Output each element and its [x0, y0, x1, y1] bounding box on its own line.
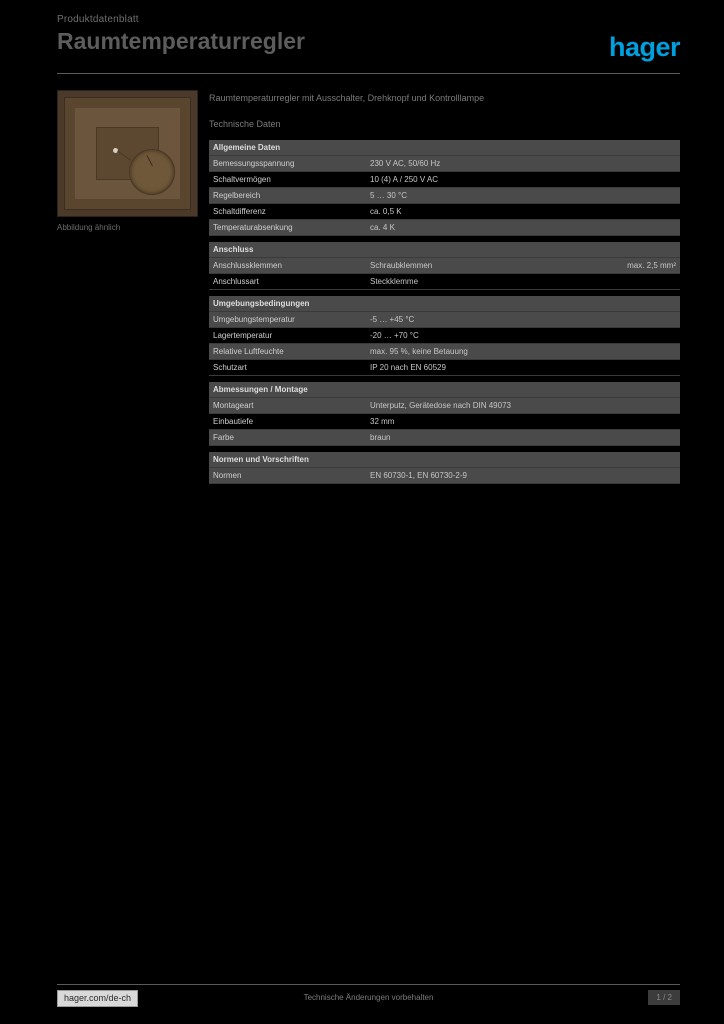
table-group-header	[209, 140, 680, 156]
product-image	[57, 90, 198, 217]
table-row	[209, 204, 680, 220]
table-cell-value: 5 … 30 °C	[366, 188, 523, 204]
knob-pointer-icon	[146, 156, 153, 167]
product-description: Raumtemperaturregler mit Ausschalter, Drehknopf und Kontrolllampe	[209, 93, 485, 103]
table-row	[209, 274, 680, 290]
table-cell-key: Anschlussklemmen	[209, 258, 366, 274]
table-cell-value: braun	[366, 430, 523, 446]
scale-marking	[117, 150, 131, 160]
table-cell-value-secondary	[523, 156, 680, 172]
table-row	[209, 430, 680, 446]
table-cell-value-secondary	[523, 468, 680, 484]
table-row	[209, 328, 680, 344]
table-cell-value-secondary	[523, 328, 680, 344]
header-divider	[57, 73, 680, 74]
table-row	[209, 414, 680, 430]
table-cell-key: Lagertemperatur	[209, 328, 366, 344]
table-cell-key: Anschlussart	[209, 274, 366, 290]
table-cell-key: Umgebungstemperatur	[209, 312, 366, 328]
table-cell-value: -20 … +70 °C	[366, 328, 523, 344]
table-row	[209, 360, 680, 376]
table-cell-value: max. 95 %, keine Betauung	[366, 344, 523, 360]
product-caption: Abbildung ähnlich	[57, 223, 121, 232]
table-cell-value-secondary	[523, 344, 680, 360]
table-cell-key: Regelbereich	[209, 188, 366, 204]
table-row	[209, 344, 680, 360]
footer-url-link[interactable]: hager.com/de-ch	[57, 990, 138, 1007]
table-cell-value-secondary	[523, 430, 680, 446]
table-row	[209, 220, 680, 236]
document-content	[209, 92, 680, 484]
table-cell-key: Montageart	[209, 398, 366, 414]
table-cell-value-secondary	[523, 204, 680, 220]
frame-outer	[64, 97, 191, 210]
table-row	[209, 312, 680, 328]
table-cell-value: ca. 0,5 K	[366, 204, 523, 220]
document-footer	[57, 990, 680, 1010]
table-cell-key: Schaltvermögen	[209, 172, 366, 188]
table-cell-value: IP 20 nach EN 60529	[366, 360, 523, 376]
frame-bevel	[75, 108, 180, 199]
table-cell-key: Bemessungsspannung	[209, 156, 366, 172]
frame-inner	[96, 127, 159, 180]
table-group-header-label: Umgebungsbedingungen	[209, 296, 680, 312]
table-cell-key: Einbautiefe	[209, 414, 366, 430]
table-row	[209, 156, 680, 172]
table-cell-value-secondary	[523, 398, 680, 414]
footer-divider	[57, 984, 680, 985]
rotary-knob	[129, 149, 175, 195]
hager-logo: hager	[608, 32, 680, 62]
table-cell-value-secondary	[523, 188, 680, 204]
table-cell-key: Farbe	[209, 430, 366, 446]
table-cell-value: Schraubklemmen	[366, 258, 523, 274]
table-cell-value-secondary: max. 2,5 mm²	[523, 258, 680, 274]
table-cell-key: Temperaturabsenkung	[209, 220, 366, 236]
footer-note: Technische Änderungen vorbehalten	[303, 993, 434, 1002]
table-cell-value: 230 V AC, 50/60 Hz	[366, 156, 523, 172]
table-cell-value-secondary	[523, 220, 680, 236]
product-figure	[57, 90, 198, 233]
table-cell-value: -5 … +45 °C	[366, 312, 523, 328]
table-cell-key: Normen	[209, 468, 366, 484]
table-cell-value: 10 (4) A / 250 V AC	[366, 172, 523, 188]
table-row	[209, 258, 680, 274]
table-row	[209, 398, 680, 414]
table-cell-value-secondary	[523, 312, 680, 328]
table-row	[209, 188, 680, 204]
table-cell-value: Unterputz, Gerätedose nach DIN 49073	[366, 398, 523, 414]
table-group-header-label: Abmessungen / Montage	[209, 382, 680, 398]
table-cell-value-secondary	[523, 274, 680, 290]
page-title: Raumtemperaturregler	[57, 28, 305, 54]
table-cell-value-secondary	[523, 414, 680, 430]
table-cell-value: 32 mm	[366, 414, 523, 430]
table-group-header-label: Normen und Vorschriften	[209, 452, 680, 468]
table-cell-key: Schaltdifferenz	[209, 204, 366, 220]
table-group-header	[209, 242, 680, 258]
table-cell-value: Steckklemme	[366, 274, 523, 290]
table-group-header	[209, 382, 680, 398]
footer-page-number: 1 / 2	[648, 990, 680, 1005]
table-group-header	[209, 452, 680, 468]
table-cell-key: Schutzart	[209, 360, 366, 376]
table-group-header-label: Allgemeine Daten	[209, 140, 680, 156]
table-row	[209, 468, 680, 484]
table-group-header	[209, 296, 680, 312]
table-cell-value: ca. 4 K	[366, 220, 523, 236]
table-cell-value-secondary	[523, 360, 680, 376]
table-cell-key: Relative Luftfeuchte	[209, 344, 366, 360]
table-cell-value: EN 60730-1, EN 60730-2-9	[366, 468, 523, 484]
document-subtitle: Produktdatenblatt	[57, 14, 139, 25]
table-group-header-label: Anschluss	[209, 242, 680, 258]
table-cell-value-secondary	[523, 172, 680, 188]
section-heading-technical-data: Technische Daten	[209, 119, 281, 129]
specification-table	[209, 140, 680, 484]
table-row	[209, 172, 680, 188]
document-header	[57, 14, 680, 72]
